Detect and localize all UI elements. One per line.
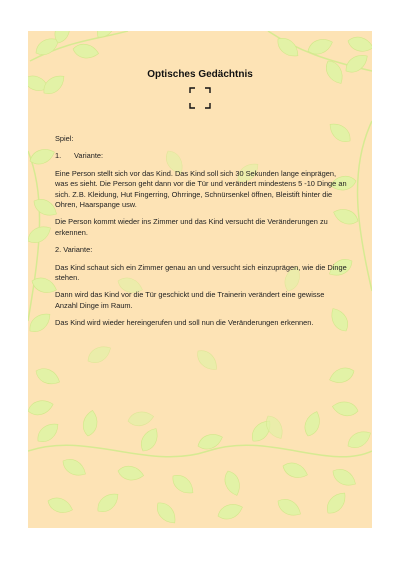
variant-1-paragraph-2: Die Person kommt wieder ins Zimmer und das Kind versucht die Veränderungen zu erkennen. (55, 217, 328, 237)
document-body (55, 134, 347, 336)
image-placeholder-bracket-icon (188, 86, 212, 110)
variant-1-label: Variante: (74, 151, 104, 161)
variant-2-heading: 2. Variante: (55, 245, 93, 255)
variant-2-paragraph-1: Das Kind schaut sich ein Zimmer genau an und versucht sich einzuprägen, wie die Dinge stehen. (55, 262, 347, 283)
variant-2-paragraph-2: Dann wird das Kind vor die Tür geschickt und die Trainerin verändert eine gewisse Anzahl Dinge im Raum. (55, 290, 325, 310)
document-page (28, 31, 372, 528)
variant-1-paragraph-1: Eine Person stellt sich vor das Kind. Das Kind soll sich 30 Sekunden lange einprägen, was es sieht. Die Person geht dann vor die Tür und verändert mindestens 5 -10 Dinge an sich. Z.B. Kleidung, Hut Fingerring, Ohrringe, Schnürsenkel öffnen, Bleistift hinter die Ohren, Haarspange usw. (55, 168, 347, 210)
variant-1-heading (55, 151, 347, 161)
variant-1-number: 1. (55, 151, 62, 161)
section-label: Spiel: (55, 134, 74, 143)
document-content (28, 31, 372, 528)
document-title: Optisches Gedächtnis (147, 69, 253, 80)
variant-2-paragraph-3: Das Kind wird wieder hereingerufen und soll nun die Veränderungen erkennen. (55, 318, 314, 328)
